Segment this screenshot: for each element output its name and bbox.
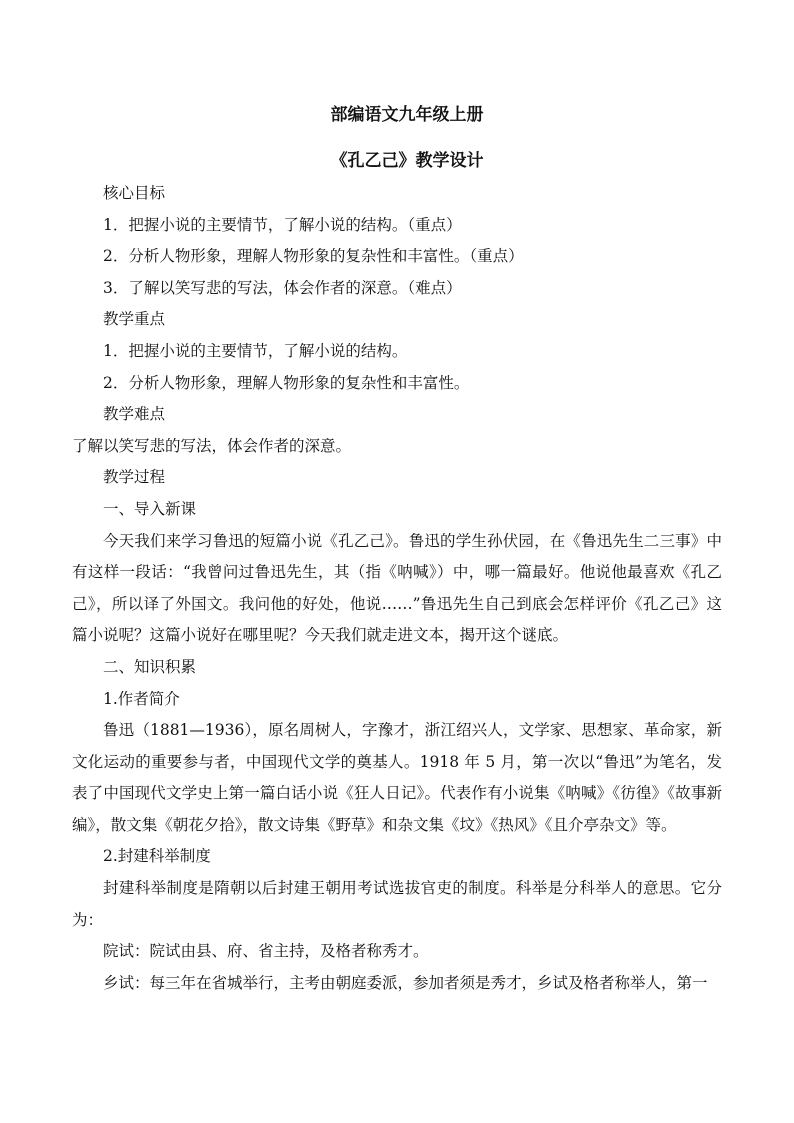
yuanshi-paragraph: 院试：院试由县、府、省主持，及格者称秀才。 <box>103 942 429 961</box>
document-body <box>72 100 722 999</box>
section-heading-difficulty: 教学难点 <box>103 405 166 424</box>
document-title-lesson: 《孔乙己》教学设计 <box>330 151 484 171</box>
xiangshi-paragraph: 乡试：每三年在省城举行，主考由朝庭委派，参加者须是秀才，乡试及格者称举人，第一 <box>103 973 708 992</box>
core-goal-item: 2．分析人物形象，理解人物形象的复杂性和丰富性。（重点） <box>103 247 524 266</box>
core-goal-item: 3．了解以笑写悲的写法，体会作者的深意。（难点） <box>103 278 462 297</box>
section-heading-core-goals: 核心目标 <box>103 184 166 202</box>
key-point-item: 1．把握小说的主要情节，了解小说的结构。 <box>103 341 408 360</box>
section-heading-process: 教学过程 <box>103 468 166 487</box>
subheading-exam-system: 2.封建科举制度 <box>103 847 211 866</box>
subheading-author: 1.作者简介 <box>103 689 180 708</box>
key-point-item: 2．分析人物形象，理解人物形象的复杂性和丰富性。 <box>103 373 470 392</box>
subheading-intro: 一、导入新课 <box>103 499 197 518</box>
document-title-grade: 部编语文九年级上册 <box>330 105 484 125</box>
subheading-knowledge: 二、知识积累 <box>103 657 197 676</box>
author-paragraph: 鲁迅（1881—1936），原名周树人，字豫才，浙江绍兴人，文学家、思想家、革命家，新文化运动的重要参与者，中国现代文学的奠基人。1918 年 5 月，第一次以“鲁迅”为笔名，发表了中国现代文学史上第一篇白话小说《狂人日记》。代表作有小说集《呐喊》《彷徨》《故事新编》，散文集《朝花夕拾》，散文诗集《野草》和杂文集《坟》《热风》《且介亭杂文》等。 <box>72 721 722 834</box>
exam-paragraph: 封建科举制度是隋朝以后封建王朝用考试选拔官吏的制度。科举是分科举人的意思。它分为： <box>72 879 722 929</box>
intro-paragraph: 今天我们来学习鲁迅的短篇小说《孔乙己》。鲁迅的学生孙伏园，在《鲁迅先生二三事》中有这样一段话：“我曾问过鲁迅先生，其（指《呐喊》）中，哪一篇最好。他说他最喜欢《孔乙己》，所以译了外国文。我问他的好处，他说……”鲁迅先生自己到底会怎样评价《孔乙己》这篇小说呢？这篇小说好在哪里呢？今天我们就走进文本，揭开这个谜底。 <box>72 531 722 645</box>
difficulty-text: 了解以笑写悲的写法，体会作者的深意。 <box>72 436 352 455</box>
core-goal-item: 1．把握小说的主要情节，了解小说的结构。（重点） <box>103 215 462 234</box>
section-heading-key-points: 教学重点 <box>103 310 166 329</box>
